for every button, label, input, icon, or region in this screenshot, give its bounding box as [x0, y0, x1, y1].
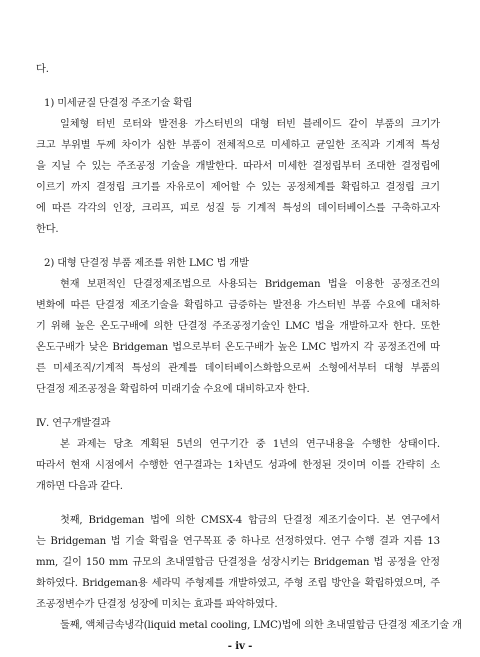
section1-line-6: 한다.	[36, 224, 59, 235]
section1-line-3: 을 지닐 수 있는 주조공정 기술을 개발한다. 따라서 미세한 결정립부터 조대한 결정립에	[36, 161, 440, 172]
section2-line-3: 기 위해 높은 온도구배에 의한 단결정 주조공정기술인 LMC 법을 개발하고자 한다. 또한	[36, 321, 440, 332]
result-line-1: 첫째, Bridgeman 법에 의한 CMSX-4 합금의 단결정 제조기술이다. 본 연구에서	[60, 515, 440, 526]
section1-line-1: 일체형 터빈 로터와 발전용 가스터빈의 대형 터빈 블레이드 같이 부품의 크기가	[60, 119, 440, 130]
chapter-intro-line-1: 본 과제는 당초 계획된 5년의 연구기간 중 1년의 연구내용을 수행한 상태이다.	[60, 439, 440, 450]
section2-line-5: 른 미세조직/기계적 특성의 관계를 데이터베이스화함으로써 소형에서부터 대형 부품의	[36, 363, 440, 374]
section2-line-6: 단결정 제조공정을 확립하여 미래기술 수요에 대비하고자 한다.	[36, 384, 310, 395]
result-line-6: 둘째, 액체금속냉각(liquid metal cooling, LMC)법에 의한 초내열합금 단결정 제조기술 개	[60, 620, 462, 631]
section2-heading: 2) 대형 단결정 부품 제조를 위한 LMC 법 개발	[44, 258, 249, 269]
section1-line-5: 에 따른 각각의 인장, 크리프, 피로 성질 등 기계적 특성의 데이터베이스를 구축하고자	[36, 203, 440, 214]
section1-line-4: 이르기 까지 결정립 크기를 자유로이 제어할 수 있는 공정체계를 확립하고 결정립 크기	[36, 182, 440, 193]
section2-line-1: 현재 보편적인 단결정제조법으로 사용되는 Bridgeman 법을 이용한 공정조건의	[60, 279, 440, 290]
section1-heading: 1) 미세균질 단결정 주조기술 확립	[44, 98, 193, 109]
section2-line-2: 변화에 따른 단결정 제조기술을 확립하고 급증하는 발전용 가스터빈 부품 수요에 대처하	[36, 300, 440, 311]
result-line-4: 화하였다. Bridgeman용 세라믹 주형제를 개발하였고, 주형 조립 방안을 확립하였으며, 주	[36, 578, 440, 589]
page-number: - iv -	[227, 640, 253, 652]
chapter-heading: Ⅳ. 연구개발결과	[36, 418, 111, 429]
result-line-5: 조공정변수가 단결정 성장에 미치는 효과를 파악하였다.	[36, 599, 278, 610]
result-line-3: mm, 길이 150 mm 규모의 초내열합금 단결정을 성장시키는 Bridgeman 법 공정을 안정	[36, 557, 440, 568]
top-fragment: 다.	[36, 64, 49, 75]
section1-line-2: 크고 부위별 두께 차이가 심한 부품이 전체적으로 미세하고 균일한 조직과 기계적 특성	[36, 140, 440, 151]
section2-line-4: 온도구배가 낮은 Bridgeman 법으로부터 온도구배가 높은 LMC 법까지 각 공정조건에 따	[36, 342, 440, 353]
result-line-2: 는 Bridgeman 법 기술 확립을 연구목표 중 하나로 선정하였다. 연구 수행 결과 지름 13	[36, 536, 440, 547]
chapter-intro-line-3: 개하면 다음과 같다.	[36, 481, 123, 492]
chapter-intro-line-2: 따라서 현재 시점에서 수행한 연구결과는 1차년도 성과에 한정된 것이며 이를 간략히 소	[36, 460, 440, 471]
